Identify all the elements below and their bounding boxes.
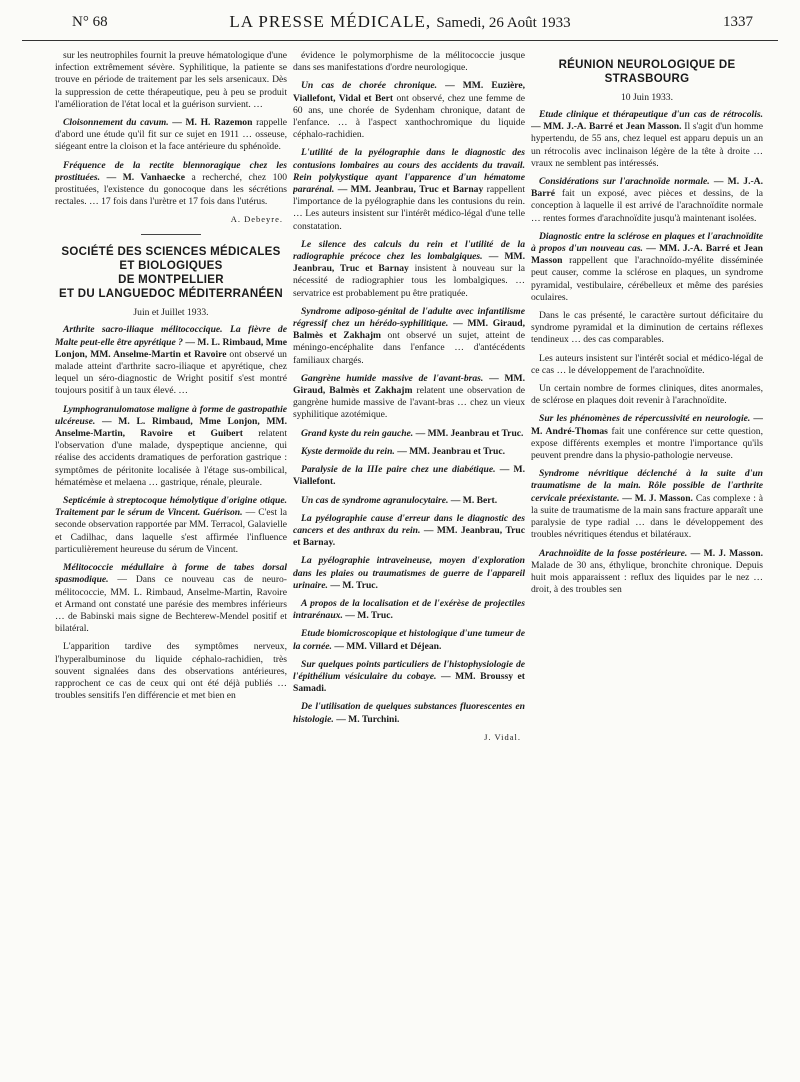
article-entry: Fréquence de la rectite blennoragique chez les prostituées. — M. Vanhaecke a recherché, chez 100 prostituées, l'existence du gonocoque dans les sécrétions rectales. … 17 fois dans l'urètre et 17 fois dans l'utérus. [55,159,287,208]
article-entry: Mélitococcie médullaire à forme de tabes dorsal spasmodique. — Dans ce nouveau cas de neuro-mélitococcie, MM. L. Rimbaud, Anselme-Martin, Ravoire et Armand ont constaté une parésie des membres inférieurs … de Babinski mais signe de Bechterew-Mendel positif et bilatéral. [55,562,287,635]
article-entry: L'apparition tardive des symptômes nerveux, l'hyperalbuminose du liquide céphalo-rachidien, très souvent signalées dans des observations antérieures, rapprochent ce cas de ceux qui ont été déjà publiés … troubles sensitifs l'en différencie et met bien en [55,641,287,702]
article-entry: Arthrite sacro-iliaque mélitococcique. La fièvre de Malte peut-elle être apyrétique ? — M. L. Rimbaud, Mme Lonjon, MM. Anselme-Martin et Ravoire ont observé un malade atteint d'arthrite sacro-iliaque et apyrétique, chez lequel un séro-diagnostic de Wright positif s'est montré toujours positif à un taux élevé. … [55,324,287,397]
article-entry: A propos de la localisation et de l'exérèse de projectiles intrarénaux. — M. Truc. [293,597,525,622]
article-entry: Un cas de chorée chronique. — MM. Euzière, Viallefont, Vidal et Bert ont observé, chez une femme de 60 ans, une chorée de Sydenham chronique, datant de l'enfance. … à l'aspect xanthochromique du liquide céphalo-rachidien. [293,80,525,141]
article-entry: Arachnoïdite de la fosse postérieure. — M. J. Masson. Malade de 30 ans, éthylique, bronchite chronique. Depuis huit mois apparaissent : reflux des liquides par le nez … droit, à des troubles sen [531,547,763,596]
article-entry: Etude biomicroscopique et histologique d'une tumeur de la cornée. — MM. Villard et Déjean. [293,628,525,652]
article-entry: Septicémie à streptocoque hémolytique d'origine otique. Traitement par le sérum de Vincent. Guérison. — C'est la seconde observation rapportée par MM. Terracol, Galavielle et Cadilhac, dans laquelle s'est affirmée l'influence particulièrement heureuse du sérum de Vincent. [55,495,287,555]
article-entry: Diagnostic entre la sclérose en plaques et l'arachnoïdite à propos d'un nouveau cas. — MM. J.-A. Barré et Jean Masson rappellent que l'arachnoïdo-myélite disséminée peut causer, comme la sclérose en plaques, un syndrome pyramidal, vestibulaire, cérébelleux et même des parésies oculaires. [531,230,763,303]
article-columns [55,50,763,1070]
article-entry: La pyélographie intraveineuse, moyen d'exploration dans les plaies ou traumatismes de guerre de l'appareil urinaire. — M. Truc. [293,555,525,591]
article-entry: Lymphogranulomatose maligne à forme de gastropathie ulcéreuse. — M. L. Rimbaud, Mme Lonjon, MM. Anselme-Martin, Ravoire et Guibert relatent l'observation d'une malade, dyspeptique ancienne, qui réalise des accidents dramatiques de perforation gastrique : symptômes de péritonite localisée à l'étage sus-ombilical, hématémèse et melaena … gastrique, rénale, pleurale. [55,403,287,488]
article-entry: Un cas de syndrome agranulocytaire. — M. Bert. [301,494,498,506]
article-entry: Syndrome névritique déclenché à la suite d'un traumatisme de la main. Rôle possible de l'arthrite cervicale préexistante. — M. J. Masson. Cas complexe : à la suite de traumatisme de la main sans fracture apparaît une paralysie de type radial … dans le développement des troubles névritiques étendus et bilatéraux. [531,468,763,541]
section-divider [141,234,201,235]
author-signature: A. Debeyre. [230,214,283,225]
author-signature: J. Vidal. [484,731,521,742]
section-heading: SOCIÉTÉ DES SCIENCES MÉDICALES ET BIOLOGIQUES DE MONTPELLIER ET DU LANGUEDOC MÉDITERRANÉEN [58,246,283,301]
article-entry: évidence le polymorphisme de la mélitococcie jusque dans ses manifestations d'ordre neurologique. [293,50,525,74]
article-entry: De l'utilisation de quelques substances fluorescentes en histologie. — M. Turchini. [293,701,525,725]
article-entry: Etude clinique et thérapeutique d'un cas de rétrocolis. — MM. J.-A. Barré et Jean Masson. Il s'agit d'un homme hypertendu, de 55 ans, chez lequel est apparu depuis un an un rétrocolis avec inclinaison légère de la tête à droite … vraux ne semblent pas intéressés. [531,109,763,169]
issue-date: Samedi, 26 Août 1933 [436,15,571,31]
section-date: Juin et Juillet 1933. [133,307,209,319]
section-date: 10 Juin 1933. [621,92,673,103]
page-number: 1337 [723,14,753,30]
page-header [22,0,778,41]
article-entry: La pyélographie cause d'erreur dans le diagnostic des cancers et des anthrax du rein. — MM. Jeanbrau, Truc et Barnay. [293,512,525,549]
article-entry: Sur quelques points particuliers de l'histophysiologie de l'épithélium vésiculaire du cobaye. — MM. Broussy et Samadi. [293,658,525,695]
issue-number: N° 68 [72,14,108,30]
article-entry: Le silence des calculs du rein et l'utilité de la radiographie précoce chez les lombalgiques. — MM. Jeanbrau, Truc et Barnay insistent à nouveau sur la nécessité de radiographier tous les lombalgiques. … servatrice est probablement pu être pratiquée. [293,238,525,299]
article-entry: Syndrome adiposo-génital de l'adulte avec infantilisme régressif chez un hérédo-syphilitique. — MM. Giraud, Balmès et Zakhajm ont observé un sujet, atteint de méningo-encéphalite dans l'enfance … d'antécédents familiaux chargés. [293,305,525,366]
article-entry: Sur les phénomènes de répercussivité en neurologie. — M. André-Thomas fait une conférence sur cette question, expose différents exemples et montre l'importance qu'ils peuvent prendre dans la physio-pathologie nerveuse. [531,413,763,462]
article-entry: L'utilité de la pyélographie dans le diagnostic des contusions lombaires au cours des accidents du travail. Rein polykystique ayant l'apparence d'un hématome pararénal. — MM. Jeanbrau, Truc et Barnay rappellent l'importance de la pyélographie dans les contusions du rein. … Les auteurs insistent sur l'intérêt médico-légal d'une telle constatation. [293,147,525,232]
column-left [55,50,287,1070]
article-entry: Paralysie de la IIIe paire chez une diabétique. — M. Viallefont. [293,464,525,488]
journal-title [22,12,778,32]
article-entry: sur les neutrophiles fournit la preuve hématologique d'une infection extrêmement sévère. Syphilitique, la patiente se trouve en période de traitement par les sels arsenicaux. Dès la suppression de cette thérapeutique, peu à peu se produit l'amélioration de l'état local et la guérison survient. … [55,50,287,110]
article-entry: Considérations sur l'arachnoïde normale. — M. J.-A. Barré fait un exposé, avec pièces et dessins, de la conception à laquelle il est arrivé de l'arachnoïdite normale … rentes formes d'arachnoïdite jusqu'à maintenant isolées. [531,176,763,224]
journal-name: LA PRESSE MÉDICALE, [229,12,432,31]
column-right [531,50,763,1070]
article-entry: Kyste dermoïde du rein. — MM. Jeanbrau et Truc. [301,445,506,457]
section-heading: RÉUNION NEUROLOGIQUE DE STRASBOURG [558,59,736,85]
article-entry: Gangrène humide massive de l'avant-bras. — MM. Giraud, Balmès et Zakhajm relatent une observation de gangrène humide massive de l'avant-bras … chez un vieux syphilitique azotémique. [293,372,525,421]
article-entry: Dans le cas présenté, le caractère surtout déficitaire du syndrome pyramidal et la diminution de certains réflexes tendineux … des cas comparables. [531,310,763,346]
article-entry: Grand kyste du rein gauche. — MM. Jeanbrau et Truc. [301,427,524,439]
column-middle [293,50,525,1070]
article-entry: Un certain nombre de formes cliniques, dites anormales, de sclérose en plaques doit revenir à l'arachnoïdite. [531,383,763,407]
article-entry: Cloisonnement du cavum. — M. H. Razemon rappelle d'abord une étude qu'il fit sur ce sujet en 1911 … osseuse, siégeant entre la cloison et la face antérieure du sphénoïde. [55,117,287,153]
article-entry: Les auteurs insistent sur l'intérêt social et médico-légal de ce cas … le développement de l'arachnoïdite. [531,352,763,376]
